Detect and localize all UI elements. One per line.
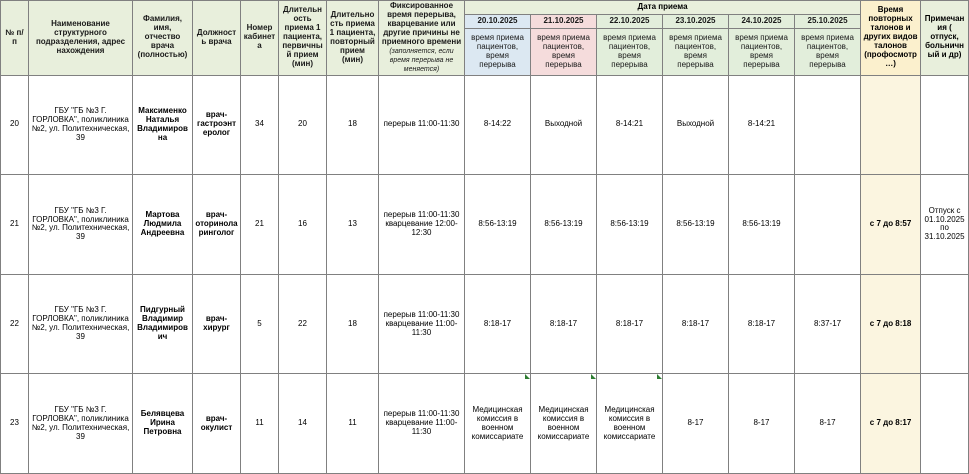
cell-slot-5: 8-17 (795, 374, 861, 474)
cell-num: 22 (1, 274, 29, 374)
header-date-sub-5: время приема пациентов, время перерыва (795, 29, 861, 75)
cell-slot-2: 8:18-17 (597, 274, 663, 374)
cell-duration-repeat: 18 (327, 274, 379, 374)
cell-fixed-time: перерыв 11:00-11:30 (379, 75, 465, 175)
table-row (1, 274, 969, 374)
header-date-3: 23.10.2025 (663, 15, 729, 29)
cell-slot-0: 8-14:22 (465, 75, 531, 175)
header-date-sub-2: время приема пациентов, время перерыва (597, 29, 663, 75)
cell-fio: Пидгурный Владимир Владимирович (133, 274, 193, 374)
header-duration-repeat: Длительность приема 1 пациента, повторный прием (мин) (327, 1, 379, 76)
cell-slot-0: Медицинская комиссия в военном комиссариате (465, 374, 531, 474)
cell-slot-4: 8:56-13:19 (729, 175, 795, 275)
cell-post: врач-гастроэнтеролог (193, 75, 241, 175)
header-date-0: 20.10.2025 (465, 15, 531, 29)
cell-post: врач-хирург (193, 274, 241, 374)
header-fixed-time (379, 1, 465, 76)
cell-duration-first: 16 (279, 175, 327, 275)
cell-slot-1: 8:18-17 (531, 274, 597, 374)
header-org: Наименование структурного подразделения, адрес нахождения (29, 1, 133, 76)
table-row (1, 374, 969, 474)
cell-note (921, 274, 969, 374)
cell-slot-4: 8-14:21 (729, 75, 795, 175)
cell-cabinet: 21 (241, 175, 279, 275)
cell-org: ГБУ "ГБ №3 Г. ГОРЛОВКА", поликлиника №2, ул. Политехническая, 39 (29, 75, 133, 175)
cell-note (921, 374, 969, 474)
cell-fixed-time: перерыв 11:00-11:30 кварцевание 11:00-11:30 (379, 374, 465, 474)
cell-slot-0: 8:56-13:19 (465, 175, 531, 275)
header-date-sub-0: время приема пациентов, время перерыва (465, 29, 531, 75)
cell-note (921, 75, 969, 175)
header-fixed-time-note: (заполняется, если время перерыва не меняется) (389, 47, 454, 73)
header-fio: Фамилия, имя, отчество врача (полностью) (133, 1, 193, 76)
cell-post: врач-оториноларинголог (193, 175, 241, 275)
header-date-4: 24.10.2025 (729, 15, 795, 29)
cell-slot-1: 8:56-13:19 (531, 175, 597, 275)
header-date-sub-1: время приема пациентов, время перерыва (531, 29, 597, 75)
cell-fixed-time: перерыв 11:00-11:30 кварцевание 11:00-11:30 (379, 274, 465, 374)
cell-fio: Белявцева Ирина Петровна (133, 374, 193, 474)
header-repeat-tickets: Время повторных талонов и других видов талонов (профосмотр…) (861, 1, 921, 76)
cell-cabinet: 11 (241, 374, 279, 474)
cell-duration-repeat: 18 (327, 75, 379, 175)
cell-slot-5: 8:37-17 (795, 274, 861, 374)
cell-repeat-tickets: с 7 до 8:57 (861, 175, 921, 275)
cell-slot-1: Выходной (531, 75, 597, 175)
cell-duration-first: 20 (279, 75, 327, 175)
header-date-5: 25.10.2025 (795, 15, 861, 29)
cell-org: ГБУ "ГБ №3 Г. ГОРЛОВКА", поликлиника №2, ул. Политехническая, 39 (29, 374, 133, 474)
cell-slot-2: Медицинская комиссия в военном комиссариате (597, 374, 663, 474)
header-notes: Примечания ( отпуск, больничный и др) (921, 1, 969, 76)
cell-slot-5 (795, 75, 861, 175)
cell-org: ГБУ "ГБ №3 Г. ГОРЛОВКА", поликлиника №2, ул. Политехническая, 39 (29, 274, 133, 374)
cell-slot-2: 8:56-13:19 (597, 175, 663, 275)
cell-slot-4: 8:18-17 (729, 274, 795, 374)
header-date-sub-3: время приема пациентов, время перерыва (663, 29, 729, 75)
cell-slot-5 (795, 175, 861, 275)
cell-slot-2: 8-14:21 (597, 75, 663, 175)
cell-cabinet: 5 (241, 274, 279, 374)
header-fixed-time-main: Фиксированное время перерыва, кварцевание или другие причины не приемного времени (381, 1, 462, 46)
cell-slot-3: 8:18-17 (663, 274, 729, 374)
cell-fio: Мартова Людмила Андреевна (133, 175, 193, 275)
cell-slot-1: Медицинская комиссия в военном комиссариате (531, 374, 597, 474)
header-date-1: 21.10.2025 (531, 15, 597, 29)
cell-cabinet: 34 (241, 75, 279, 175)
cell-num: 21 (1, 175, 29, 275)
cell-duration-repeat: 11 (327, 374, 379, 474)
cell-duration-repeat: 13 (327, 175, 379, 275)
cell-slot-4: 8-17 (729, 374, 795, 474)
header-date-2: 22.10.2025 (597, 15, 663, 29)
cell-repeat-tickets (861, 75, 921, 175)
cell-repeat-tickets: с 7 до 8:18 (861, 274, 921, 374)
table-row (1, 75, 969, 175)
header-date-group: Дата приема (465, 1, 861, 15)
cell-slot-3: Выходной (663, 75, 729, 175)
cell-num: 23 (1, 374, 29, 474)
header-duration-first: Длительность приема 1 пациента, первичный прием (мин) (279, 1, 327, 76)
cell-slot-0: 8:18-17 (465, 274, 531, 374)
cell-repeat-tickets: с 7 до 8:17 (861, 374, 921, 474)
header-date-sub-4: время приема пациентов, время перерыва (729, 29, 795, 75)
header-post: Должность врача (193, 1, 241, 76)
cell-note: Отпуск с 01.10.2025 по 31.10.2025 (921, 175, 969, 275)
table-row (1, 175, 969, 275)
cell-slot-3: 8:56-13:19 (663, 175, 729, 275)
cell-org: ГБУ "ГБ №3 Г. ГОРЛОВКА", поликлиника №2, ул. Политехническая, 39 (29, 175, 133, 275)
cell-num: 20 (1, 75, 29, 175)
cell-duration-first: 14 (279, 374, 327, 474)
header-num: № п/п (1, 1, 29, 76)
cell-post: врач-окулист (193, 374, 241, 474)
header-cabinet: Номер кабинета (241, 1, 279, 76)
table-header-row-1 (1, 1, 969, 15)
cell-fio: Максименко Наталья Владимировна (133, 75, 193, 175)
cell-fixed-time: перерыв 11:00-11:30 кварцевание 12:00-12:30 (379, 175, 465, 275)
cell-slot-3: 8-17 (663, 374, 729, 474)
cell-duration-first: 22 (279, 274, 327, 374)
